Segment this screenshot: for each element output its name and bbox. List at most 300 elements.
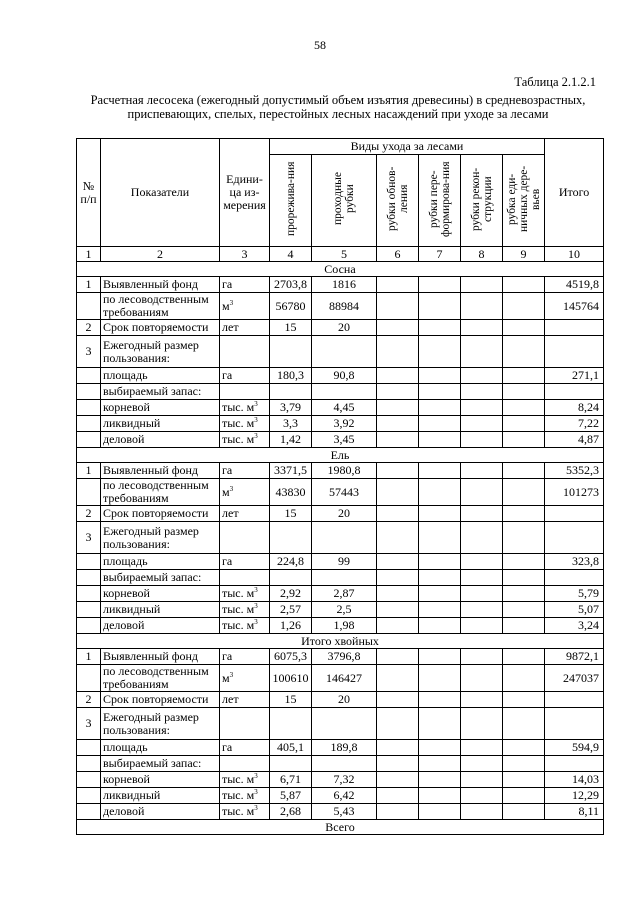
row-passage-value: 57443: [312, 479, 377, 506]
row-thinning-value: 3371,5: [270, 463, 312, 479]
row-reformation-value: [419, 416, 461, 432]
row-reformation-value: [419, 665, 461, 692]
row-renewal-value: [377, 708, 419, 740]
row-reconstruction-value: [461, 772, 503, 788]
unit-superscript: 3: [254, 602, 258, 610]
unit-superscript: 3: [229, 484, 234, 493]
row-renewal-value: [377, 293, 419, 320]
col-number: 3: [220, 247, 270, 262]
row-thinning-value: 2703,8: [270, 277, 312, 293]
col-number: 2: [101, 247, 220, 262]
unit-text: тыс. м: [222, 416, 255, 430]
unit-text: га: [222, 277, 233, 291]
row-reformation-value: [419, 336, 461, 368]
row-reconstruction-value: [461, 756, 503, 772]
unit-text: лет: [222, 506, 239, 520]
row-thinning-value: 56780: [270, 293, 312, 320]
row-unit: [220, 602, 270, 618]
row-reconstruction-value: [461, 400, 503, 416]
table-number: Таблица 2.1.2.1: [514, 75, 596, 89]
row-unit: [220, 692, 270, 708]
row-thinning-value: 224,8: [270, 554, 312, 570]
row-reconstruction-value: [461, 554, 503, 570]
row-reconstruction-value: [461, 618, 503, 634]
row-reconstruction-value: [461, 416, 503, 432]
row-renewal-value: [377, 368, 419, 384]
row-num: [77, 293, 101, 320]
column-numbers-row: [77, 247, 604, 262]
row-num: 2: [77, 692, 101, 708]
row-unit: [220, 804, 270, 820]
row-thinning-value: 180,3: [270, 368, 312, 384]
row-single-trees-value: [503, 522, 545, 554]
row-single-trees-value: [503, 804, 545, 820]
row-num: 2: [77, 506, 101, 522]
unit-text: лет: [222, 320, 239, 334]
unit-text: га: [222, 463, 233, 477]
table-row-repeat-period: [77, 320, 604, 336]
row-passage-value: 189,8: [312, 740, 377, 756]
row-thinning-value: 15: [270, 506, 312, 522]
row-single-trees-value: [503, 554, 545, 570]
section-row: [77, 634, 604, 649]
row-passage-value: 20: [312, 692, 377, 708]
row-passage-value: [312, 708, 377, 740]
section-title: Всего: [77, 820, 604, 835]
row-num: 3: [77, 336, 101, 368]
row-passage-value: 20: [312, 506, 377, 522]
row-num: [77, 772, 101, 788]
row-passage-value: 1816: [312, 277, 377, 293]
header-type-reformation: рубки пере-формирова-ния: [419, 155, 461, 247]
row-reformation-value: [419, 554, 461, 570]
row-thinning-value: 6,71: [270, 772, 312, 788]
col-number: 5: [312, 247, 377, 262]
row-reformation-value: [419, 570, 461, 586]
row-single-trees-value: [503, 665, 545, 692]
row-total-value: 5,79: [545, 586, 604, 602]
row-renewal-value: [377, 618, 419, 634]
row-renewal-value: [377, 336, 419, 368]
table-row-harvested-stock: [77, 570, 604, 586]
row-reformation-value: [419, 740, 461, 756]
row-indicator: площадь: [101, 554, 220, 570]
row-indicator: Выявленный фонд: [101, 463, 220, 479]
row-passage-value: [312, 756, 377, 772]
row-unit: [220, 336, 270, 368]
row-reconstruction-value: [461, 479, 503, 506]
unit-text: га: [222, 554, 233, 568]
row-indicator: корневой: [101, 400, 220, 416]
table-row-harvested-stock: [77, 756, 604, 772]
table-row-business-stock: [77, 432, 604, 448]
row-unit: [220, 708, 270, 740]
row-num: [77, 602, 101, 618]
row-passage-value: [312, 570, 377, 586]
row-unit: [220, 756, 270, 772]
row-single-trees-value: [503, 618, 545, 634]
header-types-group: Виды ухода за лесами: [270, 139, 545, 155]
row-indicator: выбираемый запас:: [101, 756, 220, 772]
allowable-cut-table: [76, 138, 604, 835]
row-unit: [220, 368, 270, 384]
row-renewal-value: [377, 788, 419, 804]
row-unit: [220, 432, 270, 448]
row-indicator: по лесоводственным требованиям: [101, 479, 220, 506]
header-type-passage: проходные рубки: [312, 155, 377, 247]
row-total-value: 323,8: [545, 554, 604, 570]
unit-text: лет: [222, 692, 239, 706]
row-single-trees-value: [503, 692, 545, 708]
row-indicator: деловой: [101, 432, 220, 448]
header-total: Итого: [545, 139, 604, 247]
section-title: Сосна: [77, 262, 604, 277]
row-renewal-value: [377, 277, 419, 293]
row-passage-value: 7,32: [312, 772, 377, 788]
row-thinning-value: 1,26: [270, 618, 312, 634]
row-renewal-value: [377, 665, 419, 692]
row-reformation-value: [419, 788, 461, 804]
row-num: 1: [77, 649, 101, 665]
row-indicator: ликвидный: [101, 788, 220, 804]
row-thinning-value: [270, 336, 312, 368]
row-thinning-value: 3,3: [270, 416, 312, 432]
row-reconstruction-value: [461, 336, 503, 368]
row-num: [77, 368, 101, 384]
unit-text: га: [222, 740, 233, 754]
table-row-identified-fund: [77, 463, 604, 479]
unit-superscript: 3: [254, 432, 258, 440]
row-renewal-value: [377, 586, 419, 602]
section-title: Итого хвойных: [77, 634, 604, 649]
row-reformation-value: [419, 277, 461, 293]
header-type-reconstruction: рубки рекон-струкции: [461, 155, 503, 247]
row-renewal-value: [377, 400, 419, 416]
row-total-value: [545, 522, 604, 554]
row-indicator: корневой: [101, 772, 220, 788]
row-renewal-value: [377, 756, 419, 772]
row-num: [77, 400, 101, 416]
row-thinning-value: 405,1: [270, 740, 312, 756]
row-indicator: деловой: [101, 804, 220, 820]
row-passage-value: 2,5: [312, 602, 377, 618]
row-total-value: [545, 708, 604, 740]
unit-text: м: [222, 484, 230, 499]
col-number: 9: [503, 247, 545, 262]
row-reconstruction-value: [461, 586, 503, 602]
row-total-value: 4519,8: [545, 277, 604, 293]
row-unit: [220, 554, 270, 570]
row-reformation-value: [419, 586, 461, 602]
row-reformation-value: [419, 708, 461, 740]
row-num: 1: [77, 463, 101, 479]
row-thinning-value: [270, 756, 312, 772]
unit-text: га: [222, 649, 233, 663]
unit-superscript: 3: [254, 400, 258, 408]
row-reconstruction-value: [461, 463, 503, 479]
row-reformation-value: [419, 649, 461, 665]
row-thinning-value: 2,92: [270, 586, 312, 602]
row-renewal-value: [377, 649, 419, 665]
table-row-business-stock: [77, 804, 604, 820]
row-unit: [220, 479, 270, 506]
row-passage-value: 20: [312, 320, 377, 336]
row-single-trees-value: [503, 506, 545, 522]
row-reformation-value: [419, 772, 461, 788]
row-passage-value: 5,43: [312, 804, 377, 820]
unit-text: тыс. м: [222, 788, 255, 802]
unit-superscript: 3: [254, 416, 258, 424]
row-passage-value: 6,42: [312, 788, 377, 804]
table-row-identified-fund: [77, 649, 604, 665]
row-total-value: 9872,1: [545, 649, 604, 665]
row-renewal-value: [377, 479, 419, 506]
row-passage-value: 3,45: [312, 432, 377, 448]
row-unit: [220, 277, 270, 293]
table-row-annual-use-size: [77, 708, 604, 740]
row-indicator: Срок повторяемости: [101, 320, 220, 336]
row-passage-value: [312, 336, 377, 368]
row-thinning-value: 43830: [270, 479, 312, 506]
row-num: 2: [77, 320, 101, 336]
table-row-by-silvicultural-requirements: [77, 293, 604, 320]
row-total-value: 5352,3: [545, 463, 604, 479]
row-single-trees-value: [503, 772, 545, 788]
row-indicator: выбираемый запас:: [101, 384, 220, 400]
unit-text: тыс. м: [222, 618, 255, 632]
table-row-root-stock: [77, 772, 604, 788]
table-row-annual-use-size: [77, 336, 604, 368]
row-num: [77, 788, 101, 804]
row-thinning-value: 3,79: [270, 400, 312, 416]
row-passage-value: 90,8: [312, 368, 377, 384]
table-row-harvested-stock: [77, 384, 604, 400]
row-single-trees-value: [503, 586, 545, 602]
row-passage-value: 4,45: [312, 400, 377, 416]
row-unit: [220, 649, 270, 665]
row-indicator: по лесоводственным требованиям: [101, 665, 220, 692]
table-row-root-stock: [77, 586, 604, 602]
row-indicator: площадь: [101, 368, 220, 384]
row-unit: [220, 586, 270, 602]
row-total-value: 8,24: [545, 400, 604, 416]
row-reconstruction-value: [461, 320, 503, 336]
row-single-trees-value: [503, 708, 545, 740]
row-total-value: 145764: [545, 293, 604, 320]
row-renewal-value: [377, 506, 419, 522]
section-row: [77, 820, 604, 835]
unit-text: тыс. м: [222, 772, 255, 786]
section-row: [77, 448, 604, 463]
row-total-value: [545, 320, 604, 336]
unit-text: тыс. м: [222, 602, 255, 616]
row-single-trees-value: [503, 416, 545, 432]
row-indicator: Срок повторяемости: [101, 692, 220, 708]
row-thinning-value: 15: [270, 692, 312, 708]
row-num: [77, 804, 101, 820]
row-total-value: 5,07: [545, 602, 604, 618]
row-unit: [220, 400, 270, 416]
unit-superscript: 3: [254, 804, 258, 812]
row-num: 3: [77, 708, 101, 740]
row-thinning-value: [270, 570, 312, 586]
row-reconstruction-value: [461, 384, 503, 400]
row-single-trees-value: [503, 336, 545, 368]
row-indicator: ликвидный: [101, 602, 220, 618]
row-num: [77, 384, 101, 400]
row-thinning-value: [270, 522, 312, 554]
row-passage-value: 2,87: [312, 586, 377, 602]
row-reconstruction-value: [461, 788, 503, 804]
header-type-thinning: прорежива-ния: [270, 155, 312, 247]
row-unit: [220, 384, 270, 400]
row-single-trees-value: [503, 293, 545, 320]
row-indicator: Ежегодный размер пользования:: [101, 336, 220, 368]
row-reconstruction-value: [461, 506, 503, 522]
unit-superscript: 3: [229, 298, 234, 307]
table-row-liquid-stock: [77, 788, 604, 804]
row-reformation-value: [419, 618, 461, 634]
table-row-by-silvicultural-requirements: [77, 665, 604, 692]
row-thinning-value: 2,68: [270, 804, 312, 820]
section-row: [77, 262, 604, 277]
row-single-trees-value: [503, 649, 545, 665]
row-indicator: Ежегодный размер пользования:: [101, 522, 220, 554]
row-total-value: 3,24: [545, 618, 604, 634]
row-reconstruction-value: [461, 368, 503, 384]
unit-superscript: 3: [254, 618, 258, 626]
unit-text: га: [222, 368, 233, 382]
row-reconstruction-value: [461, 740, 503, 756]
row-renewal-value: [377, 463, 419, 479]
row-unit: [220, 570, 270, 586]
row-unit: [220, 522, 270, 554]
unit-text: тыс. м: [222, 586, 255, 600]
row-indicator: площадь: [101, 740, 220, 756]
row-unit: [220, 463, 270, 479]
row-single-trees-value: [503, 570, 545, 586]
row-single-trees-value: [503, 788, 545, 804]
table-row-area: [77, 740, 604, 756]
row-single-trees-value: [503, 463, 545, 479]
row-reformation-value: [419, 602, 461, 618]
row-single-trees-value: [503, 277, 545, 293]
row-indicator: Ежегодный размер пользования:: [101, 708, 220, 740]
row-renewal-value: [377, 432, 419, 448]
row-unit: [220, 618, 270, 634]
row-total-value: [545, 756, 604, 772]
row-unit: [220, 320, 270, 336]
row-reformation-value: [419, 400, 461, 416]
row-passage-value: 146427: [312, 665, 377, 692]
row-indicator: по лесоводственным требованиям: [101, 293, 220, 320]
table-row-annual-use-size: [77, 522, 604, 554]
row-num: [77, 416, 101, 432]
row-reformation-value: [419, 384, 461, 400]
unit-text: тыс. м: [222, 400, 255, 414]
table-row-liquid-stock: [77, 416, 604, 432]
col-number: 8: [461, 247, 503, 262]
row-passage-value: 1,98: [312, 618, 377, 634]
header-num: № п/п: [77, 139, 101, 247]
table-row-liquid-stock: [77, 602, 604, 618]
row-renewal-value: [377, 772, 419, 788]
row-indicator: ликвидный: [101, 416, 220, 432]
row-single-trees-value: [503, 432, 545, 448]
header-indicators: Показатели: [101, 139, 220, 247]
row-single-trees-value: [503, 368, 545, 384]
row-reformation-value: [419, 293, 461, 320]
row-total-value: [545, 384, 604, 400]
row-thinning-value: [270, 708, 312, 740]
section-title: Ель: [77, 448, 604, 463]
row-renewal-value: [377, 320, 419, 336]
row-unit: [220, 665, 270, 692]
row-renewal-value: [377, 416, 419, 432]
row-reconstruction-value: [461, 665, 503, 692]
row-unit: [220, 293, 270, 320]
row-indicator: выбираемый запас:: [101, 570, 220, 586]
table-row-business-stock: [77, 618, 604, 634]
table-row-identified-fund: [77, 277, 604, 293]
row-single-trees-value: [503, 756, 545, 772]
row-unit: [220, 740, 270, 756]
row-total-value: 247037: [545, 665, 604, 692]
row-reformation-value: [419, 692, 461, 708]
row-reformation-value: [419, 479, 461, 506]
row-unit: [220, 772, 270, 788]
row-unit: [220, 416, 270, 432]
unit-text: тыс. м: [222, 432, 255, 446]
row-reformation-value: [419, 320, 461, 336]
row-passage-value: 99: [312, 554, 377, 570]
row-indicator: Срок повторяемости: [101, 506, 220, 522]
row-passage-value: [312, 522, 377, 554]
table-row-repeat-period: [77, 506, 604, 522]
row-num: [77, 756, 101, 772]
row-passage-value: 88984: [312, 293, 377, 320]
row-unit: [220, 788, 270, 804]
row-renewal-value: [377, 804, 419, 820]
row-indicator: корневой: [101, 586, 220, 602]
page-number: 58: [314, 38, 326, 52]
row-reconstruction-value: [461, 277, 503, 293]
header-unit: Едини-ца из-мерения: [220, 139, 270, 247]
row-num: [77, 432, 101, 448]
row-thinning-value: 15: [270, 320, 312, 336]
unit-superscript: 3: [229, 670, 234, 679]
unit-text: м: [222, 670, 230, 685]
row-total-value: 7,22: [545, 416, 604, 432]
row-unit: [220, 506, 270, 522]
row-single-trees-value: [503, 384, 545, 400]
row-thinning-value: 6075,3: [270, 649, 312, 665]
row-total-value: [545, 570, 604, 586]
row-reconstruction-value: [461, 522, 503, 554]
row-total-value: 271,1: [545, 368, 604, 384]
row-thinning-value: [270, 384, 312, 400]
unit-superscript: 3: [254, 788, 258, 796]
row-passage-value: [312, 384, 377, 400]
row-reconstruction-value: [461, 293, 503, 320]
row-indicator: Выявленный фонд: [101, 649, 220, 665]
unit-text: м: [222, 298, 230, 313]
row-num: 3: [77, 522, 101, 554]
row-reformation-value: [419, 756, 461, 772]
unit-superscript: 3: [254, 772, 258, 780]
row-reformation-value: [419, 804, 461, 820]
row-thinning-value: 5,87: [270, 788, 312, 804]
